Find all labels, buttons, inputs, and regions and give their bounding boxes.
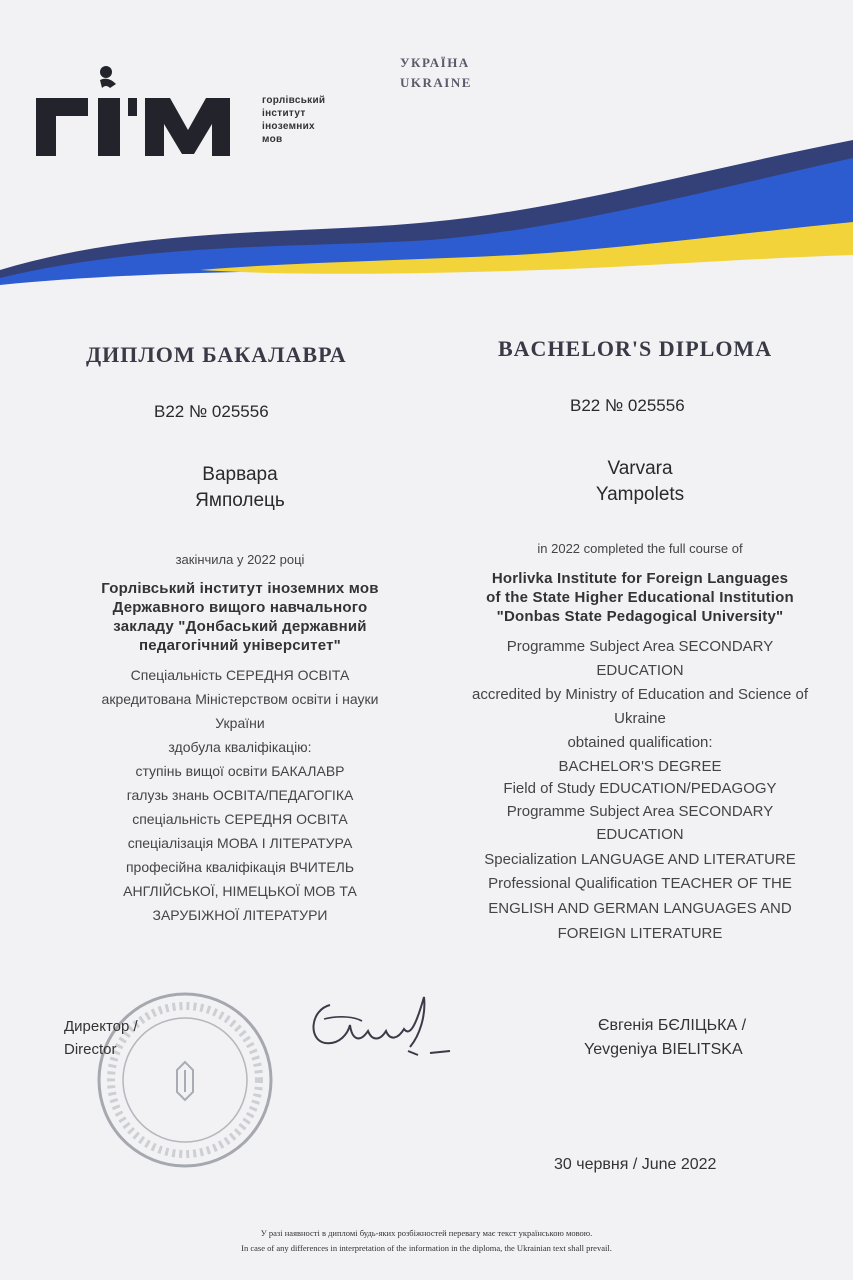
diploma-number-uk: B22 № 025556 bbox=[154, 402, 269, 421]
country-uk: УКРАЇНА bbox=[400, 55, 470, 70]
detail-line-en: Programme Subject Area SECONDARY bbox=[506, 638, 774, 655]
institution-line-uk: Горлівський інститут іноземних мов bbox=[101, 580, 379, 597]
detail-line-uk: ступінь вищої освіти БАКАЛАВР bbox=[135, 763, 345, 779]
title-en: BACHELOR'S DIPLOMA bbox=[498, 336, 773, 361]
logo-line: горлівський bbox=[262, 95, 326, 106]
director-signature bbox=[300, 985, 470, 1065]
logo-line: мов bbox=[262, 134, 283, 145]
last-name: Ямполець bbox=[195, 490, 285, 511]
detail-line-en: Professional Qualification TEACHER OF THE bbox=[488, 875, 792, 892]
country-label bbox=[400, 53, 472, 93]
detail-line-en: Ukraine bbox=[614, 710, 666, 727]
country-en: UKRAINE bbox=[400, 75, 472, 90]
institution-line-en: Horlivka Institute for Foreign Languages bbox=[491, 570, 789, 587]
institution-line-uk: закладу "Донбаський державний bbox=[113, 618, 367, 635]
institution-line-en: of the State Higher Educational Institution bbox=[486, 589, 794, 606]
detail-line-uk: акредитована Міністерством освіти і науки bbox=[101, 691, 379, 707]
detail-line-uk: України bbox=[215, 715, 265, 731]
detail-line-en: Programme Subject Area SECONDARY bbox=[506, 803, 774, 820]
diploma-number-en: B22 № 025556 bbox=[570, 396, 685, 415]
holder-name-uk bbox=[120, 462, 360, 514]
detail-line-uk: спеціалізація МОВА І ЛІТЕРАТУРА bbox=[127, 835, 353, 851]
signer-name-en: Yevgeniya BIELITSKA bbox=[584, 1041, 743, 1058]
detail-line-en: BACHELOR'S DEGREE bbox=[558, 758, 722, 775]
detail-line-uk: Спеціальність СЕРЕДНЯ ОСВІТА bbox=[130, 667, 350, 683]
signer-name-uk: Євгенія БЄЛІЦЬКА / bbox=[598, 1017, 747, 1034]
logo-line: інститут bbox=[262, 108, 306, 119]
footer-note-uk: У разі наявності в дипломі будь-яких розбіжностей перевагу має текст українською мовою. bbox=[260, 1228, 593, 1238]
first-name: Varvara bbox=[607, 458, 673, 479]
detail-line-uk: АНГЛІЙСЬКОЇ, НІМЕЦЬКОЇ МОВ ТА bbox=[123, 883, 357, 899]
detail-line-uk: здобула кваліфікацію: bbox=[168, 739, 312, 755]
completed-en: in 2022 completed the full course of bbox=[537, 541, 743, 556]
detail-line-en: obtained qualification: bbox=[567, 734, 713, 751]
official-stamp bbox=[95, 990, 275, 1170]
detail-line-en: ENGLISH AND GERMAN LANGUAGES AND bbox=[488, 900, 792, 917]
detail-line-en: EDUCATION bbox=[596, 662, 684, 679]
detail-line-en: FOREIGN LITERATURE bbox=[557, 925, 723, 942]
detail-line-en: Field of Study EDUCATION/PEDAGOGY bbox=[503, 780, 777, 797]
detail-line-uk: ЗАРУБІЖНОЇ ЛІТЕРАТУРИ bbox=[152, 907, 328, 923]
logo-line: іноземних bbox=[262, 121, 315, 132]
last-name: Yampolets bbox=[595, 484, 685, 505]
institution-line-en: "Donbas State Pedagogical University" bbox=[496, 608, 784, 625]
first-name: Варвара bbox=[202, 464, 278, 485]
detail-line-en: Specialization LANGUAGE AND LITERATURE bbox=[484, 851, 796, 868]
holder-name-en bbox=[520, 456, 760, 508]
decorative-wave bbox=[0, 130, 853, 300]
detail-line-uk: професійна кваліфікація ВЧИТЕЛЬ bbox=[125, 859, 355, 875]
director-label-en: Director bbox=[64, 1041, 117, 1058]
detail-line-uk: галузь знань ОСВІТА/ПЕДАГОГІКА bbox=[126, 787, 354, 803]
institution-line-uk: Державного вищого навчального bbox=[112, 599, 368, 616]
completed-uk: закінчила у 2022 році bbox=[175, 552, 305, 567]
issue-date: 30 червня / June 2022 bbox=[554, 1156, 717, 1173]
detail-line-en: EDUCATION bbox=[596, 826, 684, 843]
title-uk: ДИПЛОМ БАКАЛАВРА bbox=[86, 342, 347, 367]
institution-line-uk: педагогічний університет" bbox=[139, 637, 341, 654]
detail-line-uk: спеціальність СЕРЕДНЯ ОСВІТА bbox=[132, 811, 348, 827]
detail-line-en: accredited by Ministry of Education and Science of bbox=[471, 686, 808, 703]
director-label-uk: Директор / bbox=[64, 1018, 138, 1035]
footer-note-en: In case of any differences in interpretation of the information in the diploma, the Ukrainian text shall prevail. bbox=[241, 1243, 612, 1253]
